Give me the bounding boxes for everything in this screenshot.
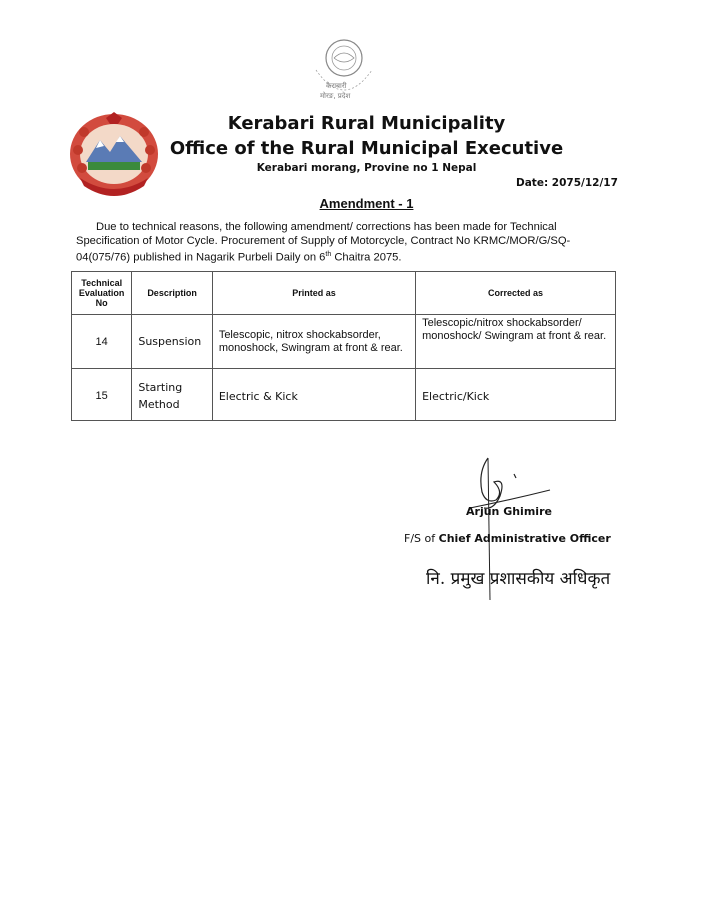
- handwritten-designation: नि. प्रमुख प्रशासकीय अधिकृत: [426, 569, 611, 589]
- table-row: [72, 369, 616, 421]
- evaluation-no-cell: 15: [72, 369, 132, 421]
- table-header-row: [72, 272, 616, 315]
- corrected-as-cell: Electric/Kick: [416, 369, 616, 421]
- municipality-title: Kerabari Rural Municipality: [227, 113, 506, 134]
- description-cell: Starting Method: [132, 369, 212, 421]
- notice-date: Date: 2075/12/17: [516, 177, 618, 189]
- evaluation-no-cell: 14: [72, 315, 132, 369]
- paragraph-text: Chaitra 2075.: [331, 251, 402, 264]
- ordinal-suffix: th: [325, 251, 332, 258]
- svg-text:केराबारी: केराबारी: [326, 82, 347, 90]
- amendment-table: [71, 271, 616, 421]
- description-cell: Suspension: [132, 315, 212, 369]
- column-header-printed-as: Printed as: [212, 272, 415, 315]
- printed-as-cell: Telescopic, nitrox shockabsorder, monoshock, Swingram at front & rear.: [212, 315, 415, 369]
- role-title: Chief Administrative Officer: [438, 532, 611, 545]
- corrected-as-cell: Telescopic/nitrox shockabsorder/ monoshock/ Swingram at front & rear.: [416, 315, 616, 369]
- address-line: Kerabari morang, Provine no 1 Nepal: [256, 162, 477, 174]
- role-prefix: F/S of: [404, 532, 439, 545]
- svg-text:मोरङ, प्रदेश: मोरङ, प्रदेश: [320, 92, 351, 100]
- column-header-evaluation-no: Technical Evaluation No: [72, 272, 132, 315]
- notice-paragraph: [76, 221, 616, 265]
- paragraph-line: Due to technical reasons, the following amendment/ corrections has been made for Technical: [96, 221, 557, 233]
- paragraph-line: [76, 248, 616, 265]
- printed-as-cell: Electric & Kick: [212, 369, 415, 421]
- amendment-heading: Amendment - 1: [319, 196, 414, 211]
- office-title: Office of the Rural Municipal Executive: [169, 138, 564, 159]
- column-header-description: Description: [132, 272, 212, 315]
- signatory-name: Arjun Ghimire: [466, 505, 552, 518]
- table-row: [72, 315, 616, 369]
- paragraph-text: 04(075/76) published in Nagarik Purbeli Daily on 6: [76, 251, 326, 264]
- column-header-corrected-as: Corrected as: [416, 272, 616, 315]
- signatory-role: [404, 532, 611, 545]
- paragraph-line: Specification of Motor Cycle. Procurement of Supply of Motorcycle, Contract No KRMC/MOR/G/SQ-: [76, 234, 571, 247]
- office-stamp: [304, 30, 384, 110]
